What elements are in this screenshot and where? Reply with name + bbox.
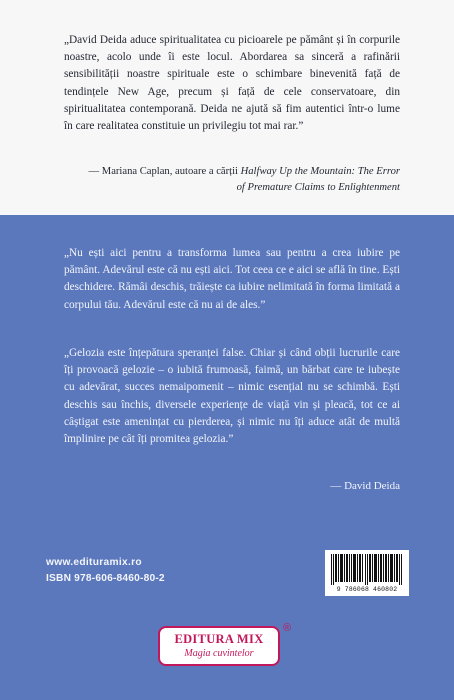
logo-name: EDITURA MIX (174, 632, 264, 646)
attribution-book-title: Halfway Up the Mountain: The Error of Premature Claims to Enlightenment (236, 166, 400, 193)
barcode-number: 9 786068 460802 (336, 586, 398, 593)
attribution-author: — Mariana Caplan, autoare a cărții (88, 166, 238, 177)
deida-quote-1: „Nu ești aici pentru a transforma lumea sau pentru a crea iubire pe pământ. Adevărul este că nu ești aici. Tot ceea ce e aici se află în tine. Ești deschidere. Rămâi deschis, trăiește ca iubire nelimitată în forma limitată a corpului tău. Adevărul este că nu ai de ales.” (64, 247, 400, 311)
deida-attribution: — David Deida (330, 480, 400, 492)
registered-mark-icon: ® (283, 622, 292, 634)
isbn-barcode (325, 550, 409, 596)
top-endorsement-quote: „David Deida aduce spiritualitatea cu picioarele pe pământ și în corpurile noastre, acolo unde îi este locul. Abordarea sa sinceră a rafinării sensibilității noastre spirituale este o schimbare binevenită față de tendințele New Age, precum și față de cele conservatoare, din spiritualitatea contemporană. Deida ne ajută să fim autentici într-o lume în care realitatea constituie un privilegiu tot mai rar.” (64, 34, 400, 133)
deida-quote-2: „Gelozia este înțepătura speranței false. Chiar și când obții lucrurile care îți provoacă gelozie – o iubită frumoasă, faimă, un bărbat care te iubește cu adevărat, succes nemaipomenit – nimic esențial nu se schimbă. Ești deschis sau închis, diversele experiențe de viață vin și pleacă, tot ce ai câștigat este amenințat cu pierderea, și nimic nu îți aduce atât de multă împlinire pe cât îți promitea gelozia.” (64, 347, 400, 446)
barcode-icon (331, 554, 403, 585)
top-endorsement-attribution (84, 164, 400, 196)
isbn-number: ISBN 978-606-8460-80-2 (46, 573, 165, 584)
publisher-website: www.edituramix.ro (46, 557, 142, 568)
logo-tagline: Magia cuvintelor (184, 648, 254, 659)
editura-mix-logo (158, 626, 280, 666)
